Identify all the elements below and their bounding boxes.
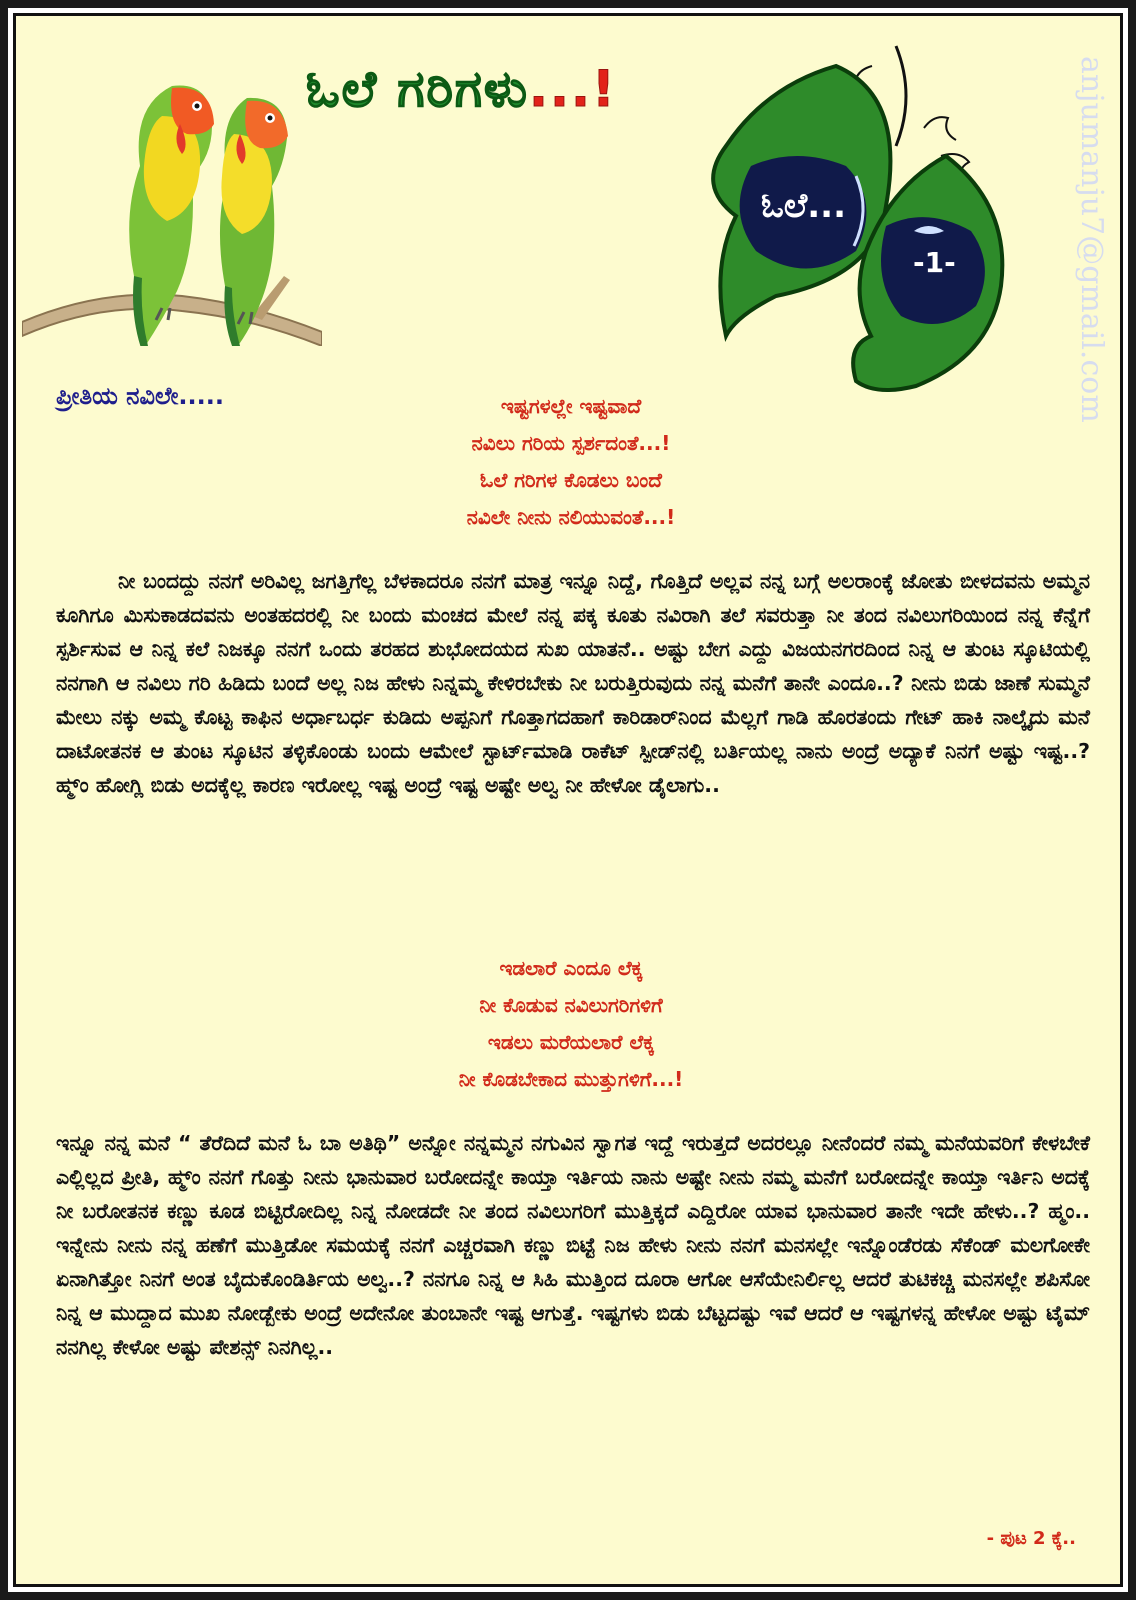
poem-stanza-2 <box>16 950 1123 1098</box>
continued-on-page-note: - ಪುಟ 2 ಕ್ಕೆ.. <box>986 1528 1076 1549</box>
poem-line: ಇಷ್ಟಗಳಲ್ಲೇ ಇಷ್ಟವಾದೆ <box>500 394 642 418</box>
poem-line: ನವಿಲೇ ನೀನು ನಲಿಯುವಂತೆ...! <box>466 505 676 529</box>
page-frame <box>8 8 1128 1592</box>
poem-line: ಇಡಲು ಮರೆಯಲಾರೆ ಲೆಕ್ಕ <box>487 1030 655 1054</box>
poem-line: ನವಿಲು ಗರಿಯ ಸ್ಪರ್ಶದಂತೆ...! <box>471 431 671 455</box>
poem-stanza-1 <box>16 388 1123 536</box>
poem-line: ಓಲೆ ಗರಿಗಳ ಕೊಡಲು ಬಂದೆ <box>480 468 662 492</box>
letter-sheet <box>13 13 1123 1587</box>
title-suffix: ...! <box>528 60 617 118</box>
poem-line: ನೀ ಕೊಡುವ ನವಿಲುಗರಿಗಳಿಗೆ <box>479 993 663 1017</box>
leaf-label-number: -1- <box>913 246 956 279</box>
poem-line: ಇಡಲಾರೆ ಎಂದೂ ಲೆಕ್ಕ <box>499 956 643 980</box>
email-watermark: anjumanju7@gmail.com <box>1074 56 1109 423</box>
body-paragraph-1: ನೀ ಬಂದದ್ದು ನನಗೆ ಅರಿವಿಲ್ಲ ಜಗತ್ತಿಗೆಲ್ಲ ಬೆಳಕಾದರೂ ನನಗೆ ಮಾತ್ರ ಇನ್ನೂ ನಿದ್ದೆ, ಗೊತ್ತಿದೆ ಅಲ್ಲವ ನನ್ನ ಬಗ್ಗೆ ಅಲರಾಂಕ್ಕೆ ಜೋತು ಬೀಳದವನು ಅಮ್ಮನ ಕೂಗಿಗೂ ಮಿಸುಕಾಡದವನು ಅಂತಹದರಲ್ಲಿ ನೀ ಬಂದು ಮಂಚದ ಮೇಲೆ ನನ್ನ ಪಕ್ಕ ಕೂತು ನವಿರಾಗಿ ತಲೆ ಸವರುತ್ತಾ ನೀ ತಂದ ನವಿಲುಗರಿಯಿಂದ ನನ್ನ ಕೆನ್ನೆಗೆ ಸ್ಪರ್ಶಿಸುವ ಆ ನಿನ್ನ ಕಲೆ ನಿಜಕ್ಕೂ ನನಗೆ ಒಂದು ತರಹದ ಶುಭೋದಯದ ಸುಖ ಯಾತನೆ.. ಅಷ್ಟು ಬೇಗ ಎದ್ದು ವಿಜಯನಗರದಿಂದ ನಿನ್ನ ಆ ತುಂಟ ಸ್ಕೂಟಿಯಲ್ಲಿ ನನಗಾಗಿ ಆ ನವಿಲು ಗರಿ ಹಿಡಿದು ಬಂದೆ ಅಲ್ಲ ನಿಜ ಹೇಳು ನಿನ್ನಮ್ಮ ಕೇಳಿರಬೇಕು ನೀ ಬರುತ್ತಿರುವುದು ನನ್ನ ಮನೆಗೆ ತಾನೇ ಎಂದೂ..? ನೀನು ಬಿಡು ಜಾಣೆ ಸುಮ್ಮನೆ ಮೇಲು ನಕ್ಕು ಅಮ್ಮ ಕೊಟ್ಟ ಕಾಫಿನ ಅರ್ಧಾಬರ್ಧ ಕುಡಿದು ಅಪ್ಪನಿಗೆ ಗೊತ್ತಾಗದಹಾಗೆ ಕಾರಿಡಾರ್‌ನಿಂದ ಮೆಲ್ಲಗೆ ಗಾಡಿ ಹೊರತಂದು ಗೇಟ್ ಹಾಕಿ ನಾಲ್ಕೈದು ಮನೆ ದಾಟೋತನಕ ಆ ತುಂಟ ಸ್ಕೂಟಿನ ತಳ್ಳಿಕೊಂಡು ಬಂದು ಆಮೇಲೆ ಸ್ಟಾರ್ಟ್‌ಮಾಡಿ ರಾಕೆಟ್ ಸ್ಪೀಡ್‌ನಲ್ಲಿ ಬರ್ತಿಯಲ್ಲ ನಾನು ಅಂದ್ರೆ ಅದ್ಯಾಕೆ ನಿನಗೆ ಅಷ್ಟು ಇಷ್ಟ..? ಹ್ಮ್ಂ ಹೋಗ್ಲಿ ಬಿಡು ಅದಕ್ಕೆಲ್ಲ ಕಾರಣ ಇರೋಲ್ಲ ಇಷ್ಟ ಅಂದ್ರೆ ಇಷ್ಟ ಅಷ್ಟೇ ಅಲ್ವ ನೀ ಹೇಳೋ ಡೈಲಾಗು.. <box>56 569 1090 797</box>
lovebirds-illustration <box>22 46 322 346</box>
page-title <box>306 60 617 119</box>
body-paragraph-2: ಇನ್ನೂ ನನ್ನ ಮನೆ “ ತೆರೆದಿದೆ ಮನೆ ಓ ಬಾ ಅತಿಥಿ” ಅನ್ನೋ ನನ್ನಮ್ಮನ ನಗುವಿನ ಸ್ವಾಗತ ಇದ್ದೆ ಇರುತ್ತದೆ ಅದರಲ್ಲೂ ನೀನೆಂದರೆ ನಮ್ಮ ಮನೆಯವರಿಗೆ ಕೇಳಬೇಕೆ ಎಲ್ಲಿಲ್ಲದ ಪ್ರೀತಿ, ಹ್ಮ್ಂ ನನಗೆ ಗೊತ್ತು ನೀನು ಭಾನುವಾರ ಬರೋದನ್ನೇ ಕಾಯ್ತಾ ಇರ್ತಿಯ ನಾನು ಅಷ್ಟೇ ನೀನು ನಮ್ಮ ಮನೆಗೆ ಬರೋದನ್ನೇ ಕಾಯ್ತಾ ಇರ್ತಿನಿ ಅದಕ್ಕೆ ನೀ ಬರೋತನಕ ಕಣ್ಣು ಕೂಡ ಬಿಟ್ಟಿರೋದಿಲ್ಲ ನಿನ್ನ ನೋಡದೇ ನೀ ತಂದ ನವಿಲುಗರಿಗೆ ಮುತ್ತಿಕ್ಕದೆ ಎದ್ದಿರೋ ಯಾವ ಭಾನುವಾರ ತಾನೇ ಇದೇ ಹೇಳು..? ಹ್ಮಂ.. ಇನ್ನೇನು ನೀನು ನನ್ನ ಹಣೆಗೆ ಮುತ್ತಿಡೋ ಸಮಯಕ್ಕೆ ನನಗೆ ಎಚ್ಚರವಾಗಿ ಕಣ್ಣು ಬಿಟ್ಟೆ ನಿಜ ಹೇಳು ನೀನು ನನಗೆ ಮನಸಲ್ಲೇ ಇನ್ನೊಂಡೆರಡು ಸೆಕೆಂಡ್ ಮಲಗೋಕೇ ಏನಾಗಿತ್ತೋ ನಿನಗೆ ಅಂತ ಬೈದುಕೊಂಡಿರ್ತಿಯ ಅಲ್ವ..? ನನಗೂ ನಿನ್ನ ಆ ಸಿಹಿ ಮುತ್ತಿಂದ ದೂರಾ ಆಗೋ ಆಸೆಯೇನಿರ್ಲಿಲ್ಲ ಆದರೆ ತುಟಿಕಚ್ಚಿ ಮನಸಲ್ಲೇ ಶಪಿಸೋ ನಿನ್ನ ಆ ಮುದ್ದಾದ ಮುಖ ನೋಡ್ಬೇಕು ಅಂದ್ರೆ ಅದೇನೋ ತುಂಬಾನೇ ಇಷ್ಟ ಆಗುತ್ತೆ. ಇಷ್ಟಗಳು ಬಿಡು ಬೆಟ್ಟದಷ್ಟು ಇವೆ ಆದರೆ ಆ ಇಷ್ಟಗಳನ್ನ ಹೇಳೋ ಅಷ್ಟು ಟೈಮ್ ನನಗಿಲ್ಲ ಕೇಳೋ ಅಷ್ಟು ಪೇಶನ್ಸ್ ನಿನಗಿಲ್ಲ.. <box>56 1131 1091 1359</box>
title-main: ಓಲೆ ಗರಿಗಳು <box>306 60 529 118</box>
salutation: ಪ್ರೀತಿಯ ನವಿಲೇ..... <box>56 382 224 410</box>
leaf-label-ole: ಓಲೆ... <box>761 186 846 226</box>
poem-line: ನೀ ಕೊಡಬೇಕಾದ ಮುತ್ತುಗಳಿಗೆ...! <box>458 1067 684 1091</box>
